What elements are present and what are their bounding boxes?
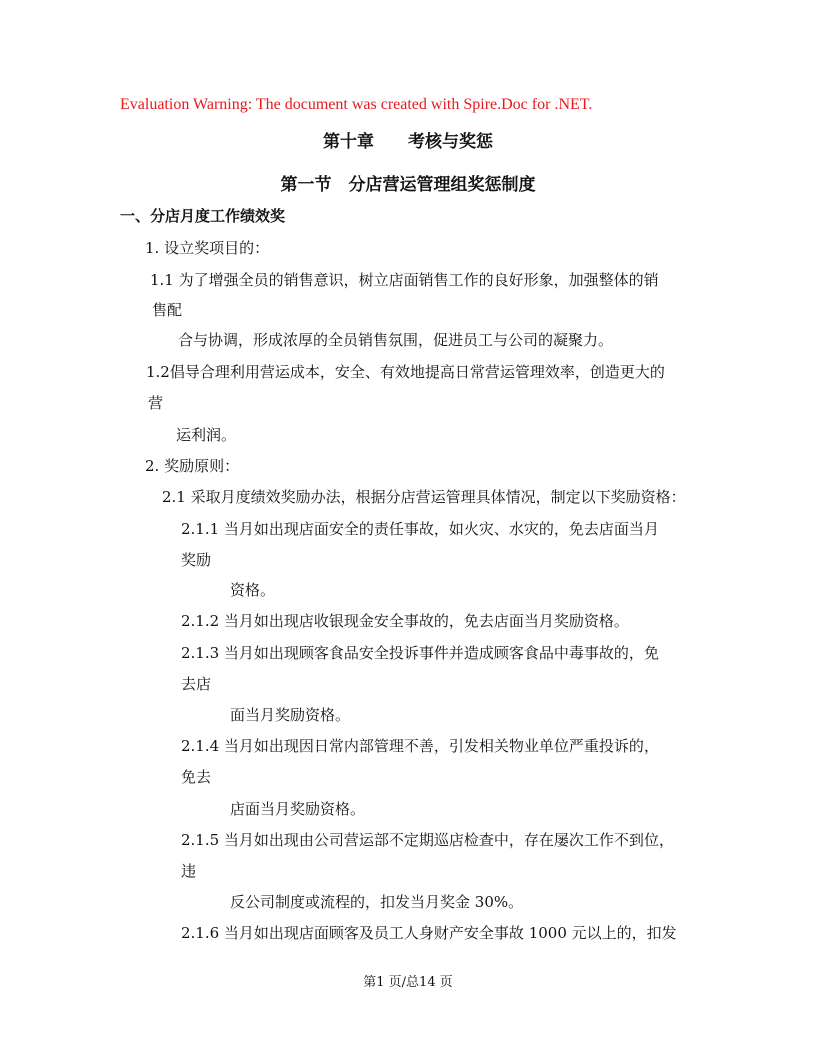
paragraph-line: 免去	[181, 768, 212, 786]
paragraph-line: 面当月奖励资格。	[230, 706, 351, 724]
paragraph-line: 反公司制度或流程的，扣发当月奖金 30%。	[230, 893, 524, 911]
paragraph-line: 违	[181, 862, 197, 880]
paragraph-line: 2.1.2 当月如出现店收银现金安全事故的，免去店面当月奖励资格。	[181, 612, 629, 630]
paragraph-line: 售配	[152, 301, 183, 319]
page-footer: 第1 页/总14 页	[363, 975, 453, 990]
evaluation-warning: Evaluation Warning: The document was created with Spire.Doc for .NET.	[120, 96, 593, 113]
paragraph-line: 2.1.4 当月如出现因日常内部管理不善，引发相关物业单位严重投诉的，	[181, 737, 659, 755]
paragraph-line: 1. 设立奖项目的：	[145, 239, 270, 257]
paragraph-line: 2. 奖励原则：	[145, 457, 240, 475]
section-title: 第一节 分店营运管理组奖惩制度	[280, 175, 536, 195]
paragraph-line: 2.1.1 当月如出现店面安全的责任事故，如火灾、水灾的，免去店面当月	[181, 520, 659, 538]
paragraph-line: 营	[148, 394, 164, 412]
paragraph-line: 2.1.5 当月如出现由公司营运部不定期巡店检查中，存在屡次工作不到位，	[181, 831, 674, 849]
chapter-title: 第十章 考核与奖惩	[323, 132, 493, 152]
paragraph-line: 店面当月奖励资格。	[230, 800, 366, 818]
paragraph-line: 2.1.3 当月如出现顾客食品安全投诉事件并造成顾客食品中毒事故的，免	[181, 644, 659, 662]
paragraph-line: 去店	[181, 675, 212, 693]
paragraph-line: 2.1.6 当月如出现店面顾客及员工人身财产安全事故 1000 元以上的，扣发	[181, 924, 677, 942]
heading-monthly-bonus: 一、分店月度工作绩效奖	[120, 207, 286, 225]
paragraph-line: 奖励	[181, 551, 212, 569]
paragraph-line: 合与协调，形成浓厚的全员销售氛围，促进员工与公司的凝聚力。	[178, 331, 614, 349]
paragraph-line: 2.1 采取月度绩效奖励办法，根据分店营运管理具体情况，制定以下奖励资格：	[162, 488, 686, 506]
paragraph-line: 1.1 为了增强全员的销售意识，树立店面销售工作的良好形象，加强整体的销	[150, 271, 659, 289]
paragraph-line: 运利润。	[176, 426, 237, 444]
paragraph-line: 1.2倡导合理利用营运成本，安全、有效地提高日常营运管理效率，创造更大的	[146, 363, 665, 381]
paragraph-line: 资格。	[230, 581, 276, 599]
